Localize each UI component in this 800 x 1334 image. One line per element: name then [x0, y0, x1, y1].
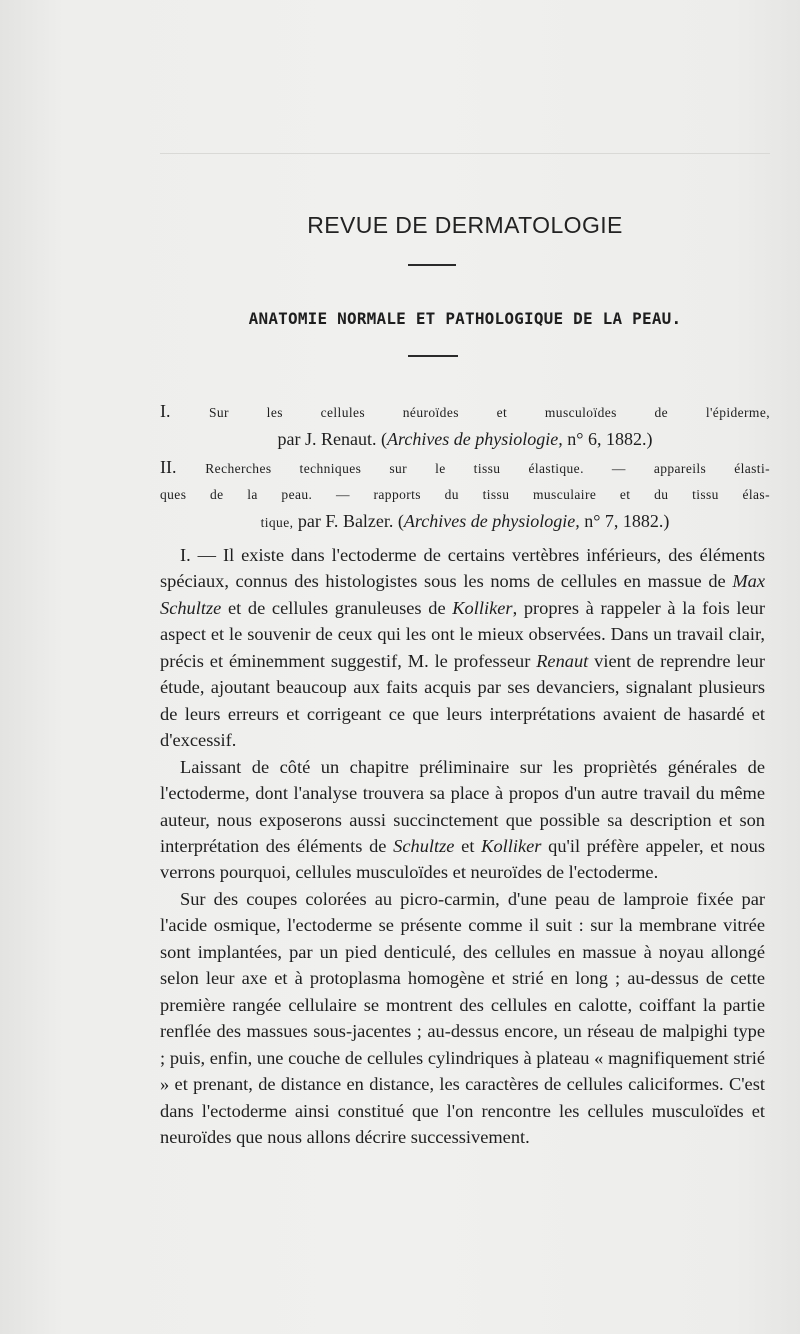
- show-through-rule: [160, 153, 770, 154]
- name-kolliker: Kolliker: [481, 835, 542, 856]
- reference-number: I.: [160, 401, 171, 421]
- reference-by: par: [297, 511, 321, 531]
- journal-issue: n° 7, 1882.): [584, 511, 670, 531]
- name-kolliker: Kolliker: [452, 597, 513, 618]
- name-schultze: Schultze: [393, 835, 455, 856]
- title-divider: [408, 264, 456, 266]
- text-run: et: [454, 835, 482, 856]
- open-paren: (: [397, 511, 404, 531]
- text-run: qu'il préfère appeler, et nous verrons pourquoi, cellules musculoïdes et neuroïdes de l'ectoderme.: [160, 835, 765, 883]
- page-title: REVUE DE DERMATOLOGIE: [307, 212, 623, 238]
- name-schultze: Max Schultze: [160, 571, 765, 618]
- reference-2-line-3: [160, 508, 770, 536]
- author-name: Balzer.: [342, 511, 394, 531]
- reference-2: [160, 454, 770, 536]
- text-run: et de cellules granuleuses de: [221, 597, 453, 618]
- reference-lead-end: tique,: [260, 515, 294, 530]
- author-name: Renaut.: [321, 429, 377, 449]
- reference-lead: Sur les cellules néuroïdes et musculoïdes de l'épiderme,: [208, 405, 770, 420]
- text-run: Laissant de côté un chapitre préliminaire sur les propriètés générales de l'ectoderme, dont l'analyse trouvera sa place à propos d'un autre travail du même auteur, nous exposerons aussi succinctement que possible sa description et son interprétation des éléments de: [160, 756, 765, 856]
- open-paren: (: [381, 429, 387, 449]
- reference-2-line-2: ques de la peau. — rapports du tissu musculaire et du tissu élas-: [160, 487, 770, 502]
- text-run: vient de reprendre leur étude, ajoutant beaucoup aux faits acquis par ses devanciers, signalant plusieurs de leurs erreurs et corrigeant ce que leurs interprétations avaient de hasardé et d'excessif.: [160, 650, 765, 751]
- reference-number: II.: [160, 457, 177, 477]
- reference-1-line-1: [160, 398, 770, 426]
- journal-issue: n° 6, 1882.): [567, 429, 653, 449]
- section-divider: [408, 355, 458, 357]
- text-run: , propres à rappeler à la fois leur aspect et le souvenir de ceux qui les ont le mieux observées. Dans un travail clair, précis et éminemment suggestif, M. le professeur: [160, 597, 765, 671]
- article-body: [160, 542, 765, 1150]
- paragraph-1: [160, 542, 765, 754]
- reference-1-line-2: [160, 426, 770, 452]
- journal-name: Archives de physiologie,: [387, 429, 563, 449]
- journal-name: Archives de physiologie,: [403, 511, 580, 531]
- reference-by: par: [277, 429, 301, 449]
- section-heading: ANATOMIE NORMALE ET PATHOLOGIQUE DE LA PEAU.: [248, 309, 682, 328]
- reference-1: [160, 398, 770, 452]
- author-initial: F.: [325, 511, 339, 531]
- name-renaut: Renaut: [536, 650, 589, 671]
- paragraph-2: [160, 754, 765, 886]
- text-run: I. — Il existe dans l'ectoderme de certains vertèbres inférieurs, des éléments spéciaux, connus des histologistes sous les noms de cellules en massue de: [160, 545, 765, 592]
- author-initial: J.: [304, 429, 317, 449]
- reference-lead: Recherches techniques sur le tissu élastique. — appareils élasti-: [205, 461, 771, 476]
- reference-2-line-1: [160, 454, 770, 482]
- paragraph-3: Sur des coupes colorées au picro-carmin, d'une peau de lamproie fixée par l'acide osmique, l'ectoderme se présente comme il suit : sur la membrane vitrée sont implantées, par un pied denticulé, des cellules en massue à noyau allongé selon leur axe et à protoplasma homogène et strié en long ; au-dessus de cette première rangée cellulaire se montrent des cellules en calotte, coiffant la partie renflée des massues sous-jacentes ; au-dessus encore, un réseau de malpighi type ; puis, enfin, une couche de cellules cylindriques à plateau « magnifiquement strié » et prenant, de distance en distance, les caractères de cellules caliciformes. C'est dans l'ectoderme ainsi constitué que l'on rencontre les cellules musculoïdes et neuroïdes que nous allons décrire successivement.: [160, 888, 765, 1147]
